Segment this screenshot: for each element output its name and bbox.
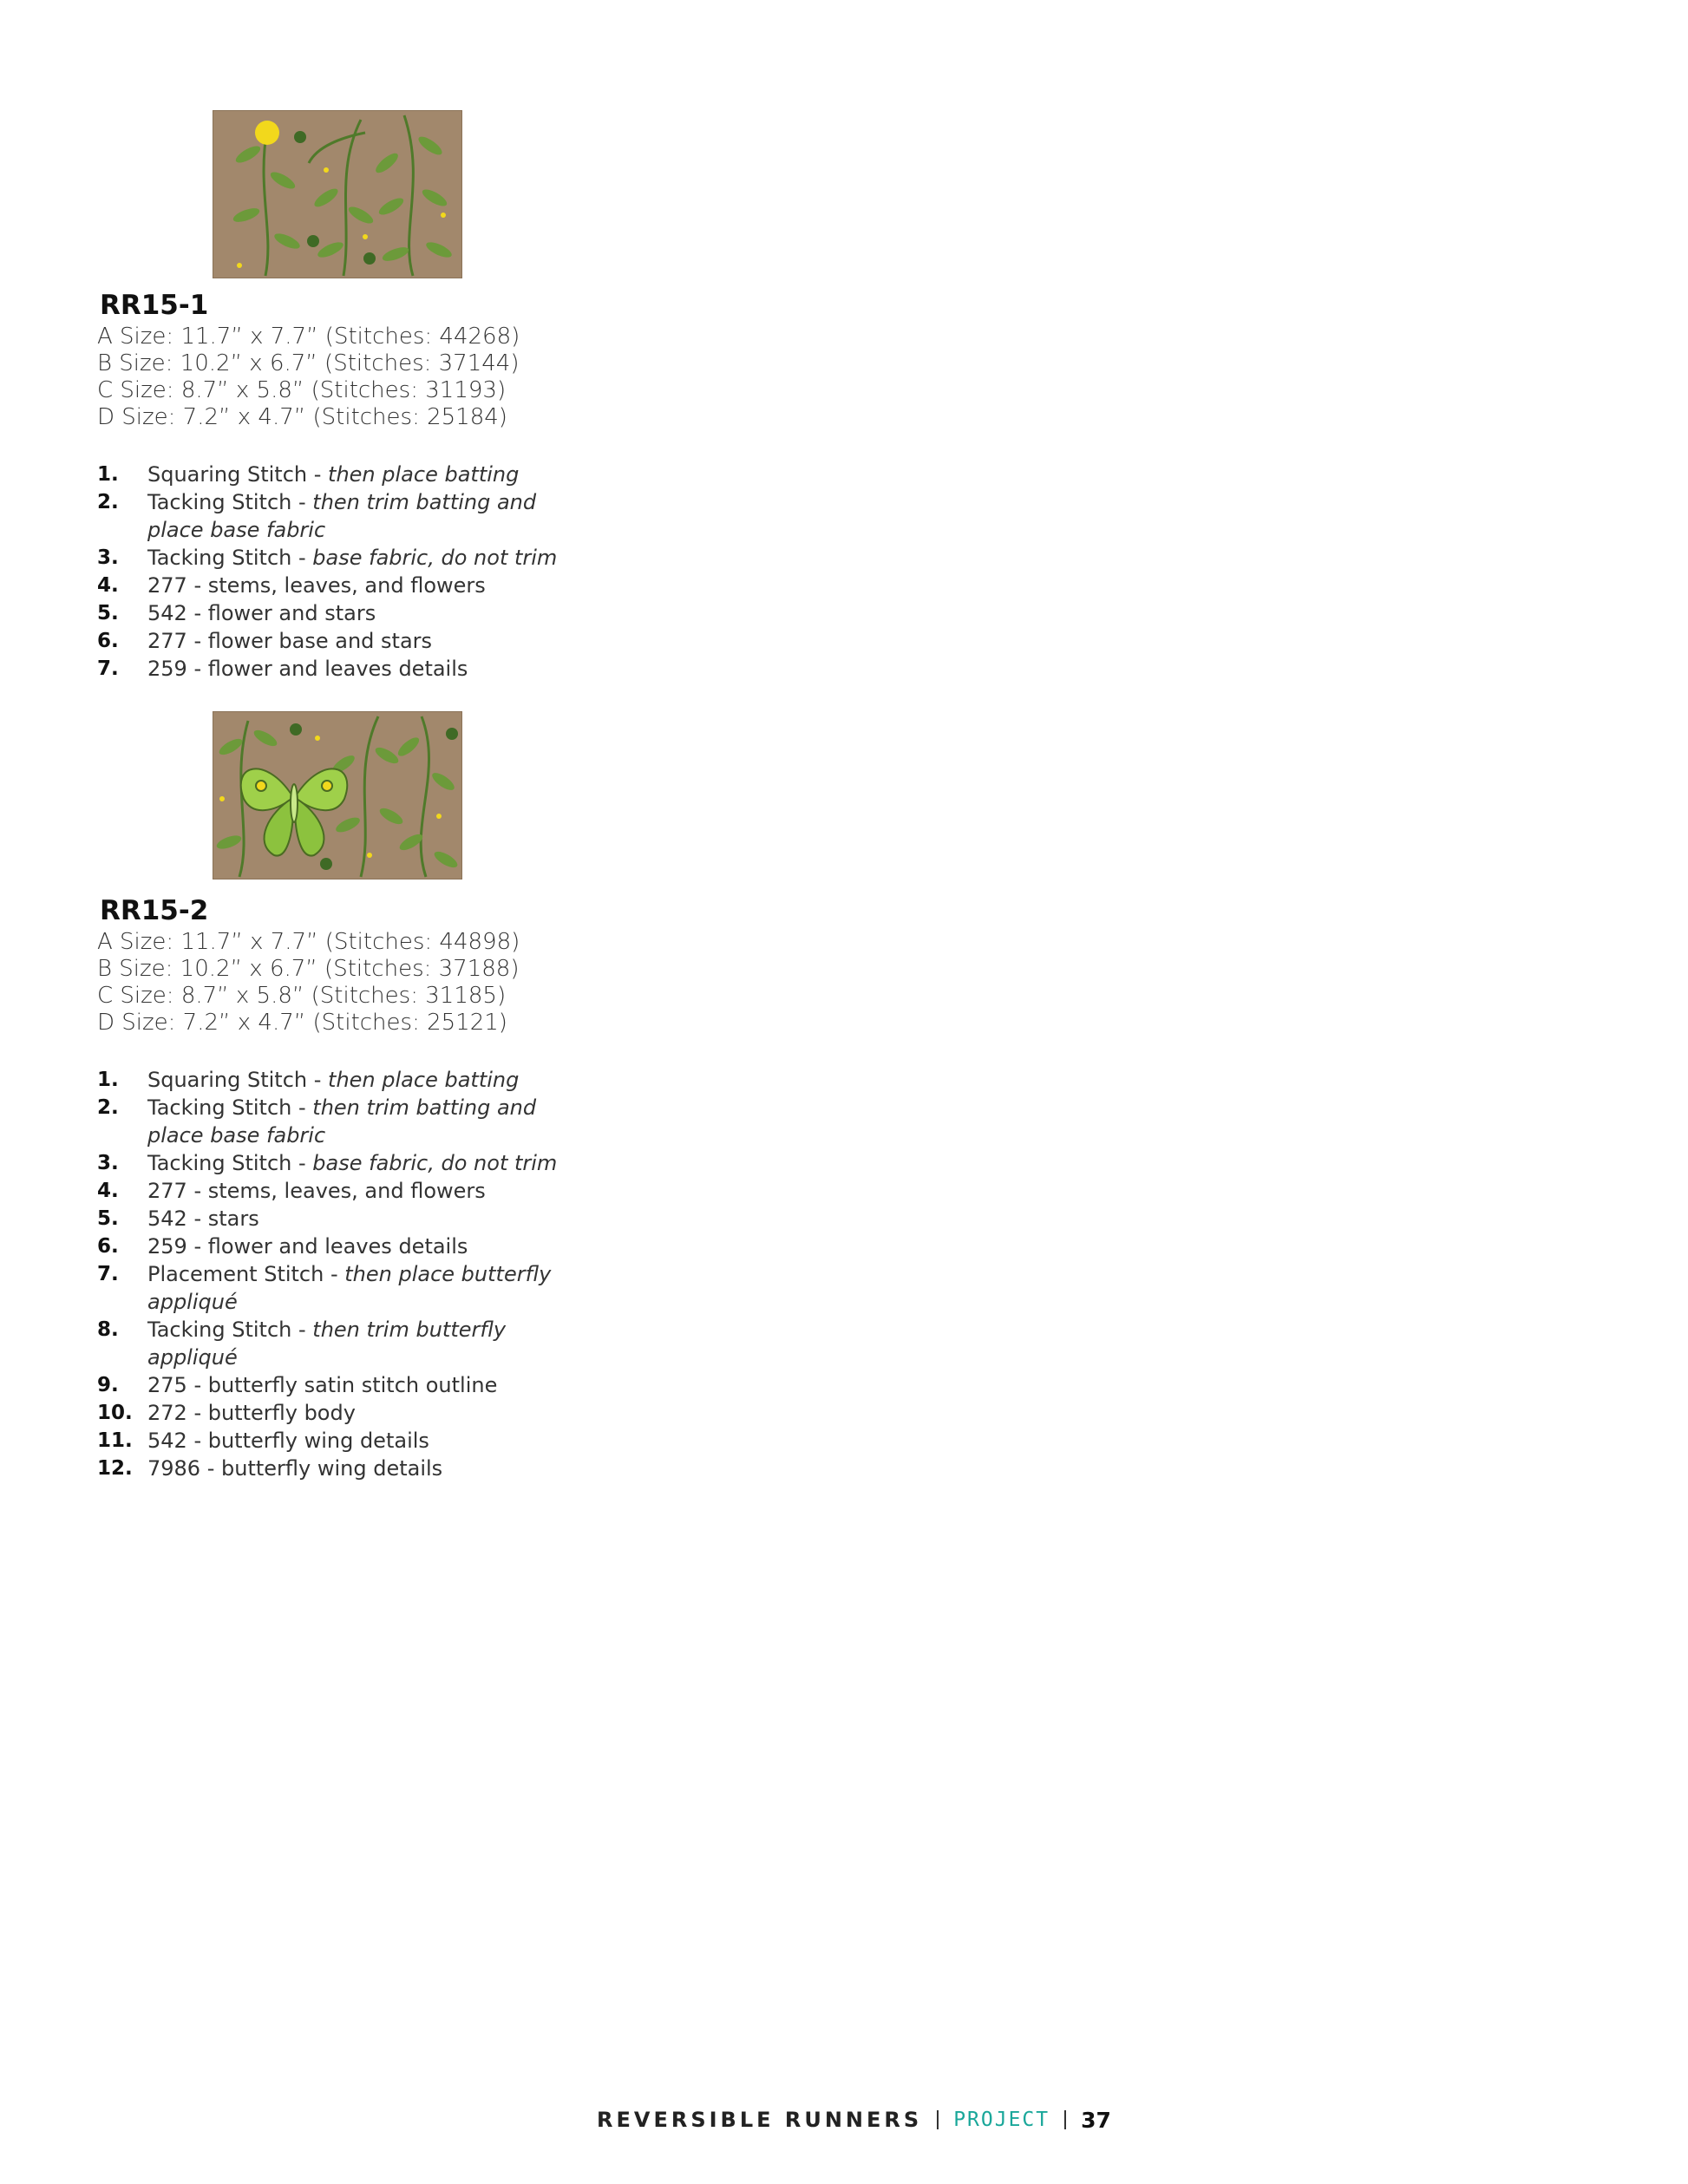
step-text [147, 544, 557, 572]
step-label: Squaring Stitch - [147, 462, 329, 487]
step-text [147, 1427, 429, 1455]
stitch-steps [97, 461, 704, 683]
step-text [147, 1260, 599, 1316]
step-note: then place batting [328, 1068, 520, 1092]
step-item [97, 572, 704, 599]
size-line: A Size: 11.7” x 7.7” (Stitches: 44268) [97, 324, 520, 350]
step-note: then trim batting and place base fabric [147, 1095, 537, 1148]
size-list [97, 929, 704, 1036]
design-block-rr15-2 [97, 896, 704, 1482]
step-number: 11. [97, 1429, 133, 1452]
step-number: 5. [97, 1207, 119, 1230]
step-number: 7. [97, 1263, 119, 1285]
step-item [97, 655, 704, 683]
step-item [97, 488, 704, 544]
step-text [147, 599, 376, 627]
footer-kind-label: PROJECT [953, 2109, 1050, 2131]
step-label: Tacking Stitch - [147, 1095, 313, 1120]
size-line: D Size: 7.2” x 4.7” (Stitches: 25184) [97, 404, 507, 430]
size-line: A Size: 11.7” x 7.7” (Stitches: 44898) [97, 929, 520, 955]
step-number: 6. [97, 630, 119, 652]
step-item [97, 1094, 704, 1149]
step-item [97, 1260, 704, 1316]
size-list [97, 324, 704, 431]
step-label: Tacking Stitch - [147, 1318, 313, 1342]
step-text [147, 1177, 486, 1205]
step-label: 277 - flower base and stars [147, 629, 433, 653]
step-label: 275 - butterfly satin stitch outline [147, 1373, 498, 1397]
step-text [147, 572, 486, 599]
step-text [147, 1094, 599, 1149]
step-item [97, 1066, 704, 1094]
step-text [147, 461, 519, 488]
step-label: 277 - stems, leaves, and flowers [147, 573, 486, 598]
step-number: 3. [97, 546, 119, 569]
step-number: 7. [97, 657, 119, 680]
step-text [147, 1455, 442, 1482]
step-number: 5. [97, 602, 119, 624]
step-note: then trim butterfly appliqué [147, 1318, 507, 1370]
size-line: D Size: 7.2” x 4.7” (Stitches: 25121) [97, 1010, 507, 1036]
step-item [97, 1399, 704, 1427]
step-text [147, 1371, 497, 1399]
footer-divider [937, 2110, 939, 2129]
step-label: Tacking Stitch - [147, 490, 313, 514]
step-number: 1. [97, 463, 119, 486]
step-label: 542 - stars [147, 1206, 259, 1231]
step-number: 1. [97, 1069, 119, 1091]
step-item [97, 1205, 704, 1233]
step-number: 9. [97, 1374, 119, 1396]
step-label: 542 - butterfly wing details [147, 1429, 429, 1453]
size-line: C Size: 8.7” x 5.8” (Stitches: 31185) [97, 983, 507, 1009]
step-number: 6. [97, 1235, 119, 1258]
step-number: 10. [97, 1402, 133, 1424]
step-label: Placement Stitch - [147, 1262, 345, 1286]
step-text [147, 1205, 259, 1233]
step-item [97, 1177, 704, 1205]
step-label: 542 - flower and stars [147, 601, 376, 625]
step-number: 2. [97, 491, 119, 513]
step-label: 259 - flower and leaves details [147, 657, 468, 681]
step-text [147, 627, 432, 655]
step-item [97, 1316, 704, 1371]
design-code: RR15-1 [100, 290, 209, 321]
step-item [97, 544, 704, 572]
step-item [97, 1149, 704, 1177]
step-item [97, 1233, 704, 1260]
size-line: B Size: 10.2” x 6.7” (Stitches: 37144) [97, 350, 520, 376]
step-number: 2. [97, 1096, 119, 1119]
page-number: 37 [1081, 2107, 1111, 2133]
embroidered-flower-and-leaves-icon [213, 111, 461, 278]
step-label: Tacking Stitch - [147, 1151, 313, 1175]
step-number: 3. [97, 1152, 119, 1174]
stitch-steps [97, 1066, 704, 1482]
step-item [97, 627, 704, 655]
step-note: then place batting [328, 462, 520, 487]
step-label: 259 - flower and leaves details [147, 1234, 468, 1259]
step-item [97, 1371, 704, 1399]
design-image-rr15-1 [213, 110, 462, 278]
step-text [147, 1066, 519, 1094]
step-item [97, 1427, 704, 1455]
step-label: Squaring Stitch - [147, 1068, 329, 1092]
design-block-rr15-1 [97, 291, 704, 683]
design-code: RR15-2 [100, 895, 209, 926]
step-text [147, 488, 599, 544]
step-text [147, 1399, 356, 1427]
step-item [97, 461, 704, 488]
step-item [97, 1455, 704, 1482]
size-line: B Size: 10.2” x 6.7” (Stitches: 37188) [97, 956, 520, 982]
step-number: 8. [97, 1318, 119, 1341]
step-label: 7986 - butterfly wing details [147, 1456, 443, 1481]
step-label: 277 - stems, leaves, and flowers [147, 1179, 486, 1203]
step-note: then trim batting and place base fabric [147, 490, 537, 542]
step-label: 272 - butterfly body [147, 1401, 356, 1425]
footer-divider [1064, 2110, 1066, 2129]
footer-section-title: REVERSIBLE RUNNERS [597, 2108, 923, 2132]
step-item [97, 599, 704, 627]
step-text [147, 1149, 557, 1177]
step-label: Tacking Stitch - [147, 546, 313, 570]
page-footer [597, 2102, 1111, 2137]
step-number: 12. [97, 1457, 133, 1480]
step-note: base fabric, do not trim [312, 1151, 558, 1175]
step-number: 4. [97, 1180, 119, 1202]
step-text [147, 1316, 599, 1371]
design-image-rr15-2 [213, 711, 462, 879]
step-note: then place butterfly appliqué [147, 1262, 552, 1314]
step-text [147, 1233, 468, 1260]
step-text [147, 655, 468, 683]
embroidered-butterfly-and-leaves-icon [213, 712, 461, 879]
step-number: 4. [97, 574, 119, 597]
size-line: C Size: 8.7” x 5.8” (Stitches: 31193) [97, 377, 507, 403]
step-note: base fabric, do not trim [312, 546, 558, 570]
